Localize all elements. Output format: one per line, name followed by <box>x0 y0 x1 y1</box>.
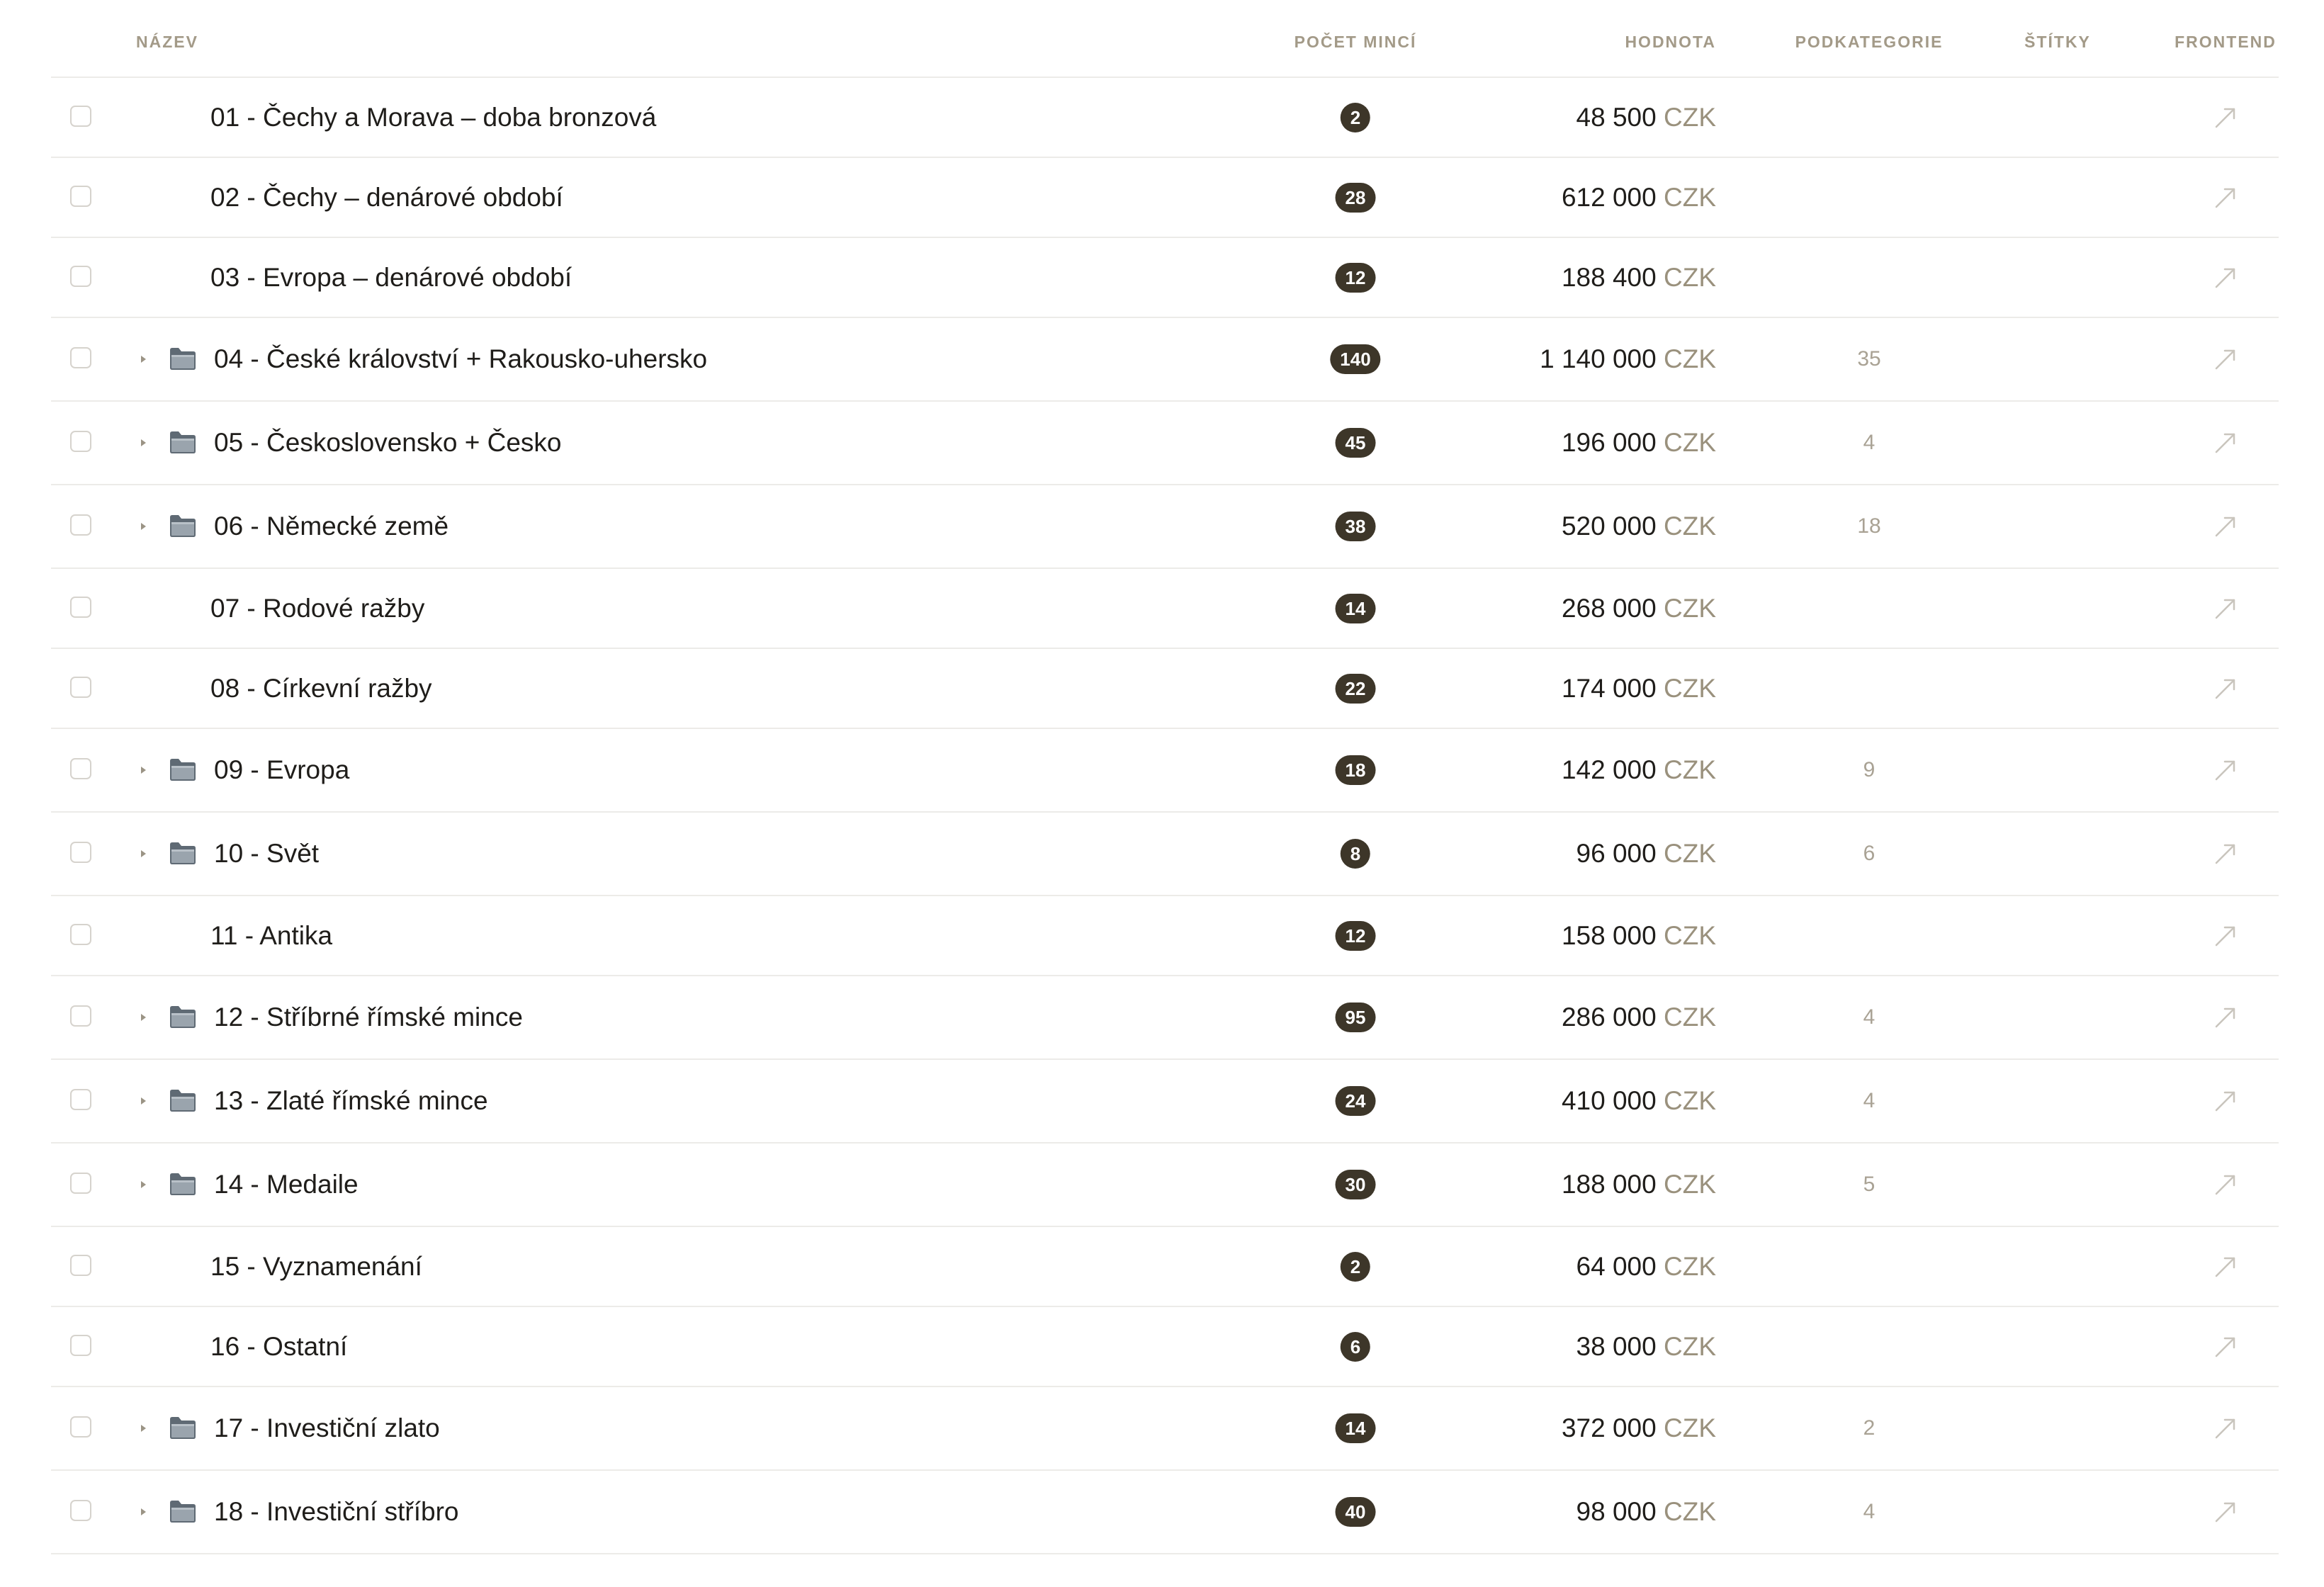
table-row[interactable] <box>51 896 2279 976</box>
expand-caret-icon[interactable] <box>136 847 150 861</box>
column-header-value[interactable]: HODNOTA <box>1625 33 1716 51</box>
category-value <box>1562 263 1716 293</box>
frontend-link-icon[interactable] <box>2212 1415 2239 1442</box>
value-amount: 98 000 <box>1576 1497 1657 1526</box>
value-currency: CZK <box>1664 102 1716 132</box>
row-select-checkbox[interactable] <box>70 431 91 452</box>
coin-count-badge: 95 <box>1336 1003 1376 1032</box>
category-name[interactable]: 05 - Československo + Česko <box>214 428 562 457</box>
value-amount: 410 000 <box>1561 1086 1657 1115</box>
category-name[interactable]: 18 - Investiční stříbro <box>214 1497 459 1526</box>
category-name[interactable]: 14 - Medaile <box>214 1170 359 1199</box>
value-currency: CZK <box>1664 920 1716 950</box>
category-value <box>1576 1252 1716 1282</box>
folder-icon <box>169 840 197 866</box>
row-select-checkbox[interactable] <box>70 186 91 207</box>
category-value <box>1562 1413 1716 1443</box>
table-row[interactable] <box>51 238 2279 318</box>
expand-caret-icon[interactable] <box>136 519 150 533</box>
value-currency: CZK <box>1664 1003 1716 1032</box>
expand-caret-icon[interactable] <box>136 763 150 777</box>
frontend-link-icon[interactable] <box>2212 1498 2239 1525</box>
coin-count-badge: 28 <box>1336 183 1376 213</box>
frontend-link-icon[interactable] <box>2212 840 2239 867</box>
frontend-link-icon[interactable] <box>2212 1088 2239 1114</box>
value-amount: 188 000 <box>1561 1170 1657 1199</box>
coin-count-badge: 2 <box>1341 1252 1370 1282</box>
category-name[interactable]: 15 - Vyznamenání <box>210 1251 422 1281</box>
table-row[interactable] <box>51 1227 2279 1307</box>
table-row[interactable] <box>51 729 2279 813</box>
category-name[interactable]: 10 - Svět <box>214 839 320 868</box>
row-select-checkbox[interactable] <box>70 842 91 863</box>
category-name[interactable]: 07 - Rodové ražby <box>210 593 425 623</box>
coin-count-badge: 22 <box>1336 674 1376 704</box>
category-value <box>1576 839 1716 869</box>
row-select-checkbox[interactable] <box>70 347 91 368</box>
category-name[interactable]: 02 - Čechy – denárové období <box>210 182 563 212</box>
value-amount: 1 140 000 <box>1540 344 1657 373</box>
category-value <box>1562 512 1716 541</box>
category-value <box>1562 1086 1716 1116</box>
subcategory-count: 35 <box>1857 347 1881 371</box>
frontend-link-icon[interactable] <box>2212 1253 2239 1280</box>
table-row[interactable] <box>51 976 2279 1060</box>
coin-count-badge: 14 <box>1336 1413 1376 1443</box>
category-value <box>1576 1332 1716 1362</box>
value-currency: CZK <box>1664 1497 1716 1526</box>
category-name[interactable]: 03 - Evropa – denárové období <box>210 262 572 292</box>
expand-caret-icon[interactable] <box>136 1505 150 1519</box>
coin-count-badge: 12 <box>1336 921 1376 951</box>
coin-count-badge: 38 <box>1336 512 1376 541</box>
category-value <box>1576 103 1716 132</box>
category-name[interactable]: 16 - Ostatní <box>210 1331 348 1361</box>
row-select-checkbox[interactable] <box>70 1255 91 1276</box>
category-name[interactable]: 13 - Zlaté římské mince <box>214 1086 488 1115</box>
category-name[interactable]: 08 - Církevní ražby <box>210 673 432 703</box>
frontend-link-icon[interactable] <box>2212 1171 2239 1198</box>
value-currency: CZK <box>1664 1413 1716 1442</box>
table-row[interactable] <box>51 1307 2279 1387</box>
row-select-checkbox[interactable] <box>70 1500 91 1521</box>
coin-count-badge: 2 <box>1341 103 1370 132</box>
value-amount: 612 000 <box>1561 182 1657 212</box>
category-value <box>1576 1497 1716 1527</box>
value-amount: 48 500 <box>1576 102 1657 132</box>
coin-count-badge: 40 <box>1336 1497 1376 1527</box>
row-select-checkbox[interactable] <box>70 266 91 287</box>
value-currency: CZK <box>1664 262 1716 292</box>
folder-icon <box>169 1088 197 1113</box>
value-amount: 188 400 <box>1561 262 1657 292</box>
category-name[interactable]: 04 - České království + Rakousko-uhersko <box>214 344 708 373</box>
table-body <box>51 78 2279 1554</box>
expand-caret-icon[interactable] <box>136 1094 150 1108</box>
table-row[interactable] <box>51 649 2279 729</box>
folder-icon <box>169 757 197 782</box>
table-row[interactable] <box>51 813 2279 896</box>
frontend-link-icon[interactable] <box>2212 429 2239 456</box>
category-value <box>1562 674 1716 704</box>
coin-count-badge: 18 <box>1336 755 1376 785</box>
frontend-link-icon[interactable] <box>2212 346 2239 373</box>
row-select-checkbox[interactable] <box>70 1089 91 1110</box>
coin-count-badge: 140 <box>1330 344 1380 374</box>
category-value <box>1562 1003 1716 1032</box>
category-table <box>51 0 2279 1554</box>
expand-caret-icon[interactable] <box>136 436 150 450</box>
category-name[interactable]: 06 - Německé země <box>214 512 449 541</box>
row-select-checkbox[interactable] <box>70 677 91 698</box>
column-header-tags[interactable]: ŠTÍTKY <box>2024 33 2091 51</box>
frontend-link-icon[interactable] <box>2212 595 2239 622</box>
value-currency: CZK <box>1664 1331 1716 1361</box>
value-currency: CZK <box>1664 182 1716 212</box>
category-value <box>1562 921 1716 951</box>
category-value <box>1562 755 1716 785</box>
row-select-checkbox[interactable] <box>70 1005 91 1027</box>
value-amount: 268 000 <box>1561 593 1657 623</box>
frontend-link-icon[interactable] <box>2212 184 2239 211</box>
subcategory-count: 6 <box>1863 842 1875 865</box>
subcategory-count: 4 <box>1863 431 1875 454</box>
frontend-link-icon[interactable] <box>2212 922 2239 949</box>
value-currency: CZK <box>1664 593 1716 623</box>
folder-icon <box>169 1171 197 1197</box>
coin-count-badge: 14 <box>1336 594 1376 623</box>
frontend-link-icon[interactable] <box>2212 675 2239 702</box>
row-select-checkbox[interactable] <box>70 106 91 127</box>
folder-icon <box>169 429 197 455</box>
row-select-checkbox[interactable] <box>70 1335 91 1356</box>
expand-caret-icon[interactable] <box>136 1421 150 1435</box>
subcategory-count: 5 <box>1863 1173 1875 1196</box>
coin-count-badge: 24 <box>1336 1086 1376 1116</box>
value-currency: CZK <box>1664 512 1716 541</box>
table-row[interactable] <box>51 485 2279 569</box>
folder-icon <box>169 346 197 371</box>
table-row[interactable] <box>51 1060 2279 1143</box>
column-header-count[interactable]: POČET MINCÍ <box>1294 33 1417 51</box>
category-name[interactable]: 17 - Investiční zlato <box>214 1413 440 1442</box>
category-value <box>1562 1170 1716 1199</box>
value-amount: 520 000 <box>1561 512 1657 541</box>
category-value <box>1562 594 1716 623</box>
value-amount: 38 000 <box>1576 1331 1657 1361</box>
frontend-link-icon[interactable] <box>2212 757 2239 784</box>
table-row[interactable] <box>51 1143 2279 1227</box>
table-header <box>51 0 2279 78</box>
table-row[interactable] <box>51 569 2279 649</box>
coin-count-badge: 8 <box>1341 839 1370 869</box>
column-header-frontend[interactable]: FRONTEND <box>2174 33 2277 51</box>
value-currency: CZK <box>1664 344 1716 373</box>
frontend-link-icon[interactable] <box>2212 104 2239 131</box>
frontend-link-icon[interactable] <box>2212 1333 2239 1360</box>
coin-count-badge: 12 <box>1336 263 1376 293</box>
subcategory-count: 4 <box>1863 1089 1875 1112</box>
category-name[interactable]: 11 - Antika <box>210 920 333 950</box>
expand-caret-icon[interactable] <box>136 1010 150 1024</box>
table-row[interactable] <box>51 318 2279 402</box>
value-amount: 372 000 <box>1561 1413 1657 1442</box>
value-amount: 142 000 <box>1561 755 1657 784</box>
table-row[interactable] <box>51 1471 2279 1554</box>
folder-icon <box>169 1415 197 1440</box>
table-row[interactable] <box>51 1387 2279 1471</box>
row-select-checkbox[interactable] <box>70 758 91 779</box>
value-currency: CZK <box>1664 839 1716 868</box>
subcategory-count: 9 <box>1863 758 1875 781</box>
folder-icon <box>169 1498 197 1524</box>
category-value <box>1562 428 1716 458</box>
row-select-checkbox[interactable] <box>70 924 91 945</box>
table-row[interactable] <box>51 402 2279 485</box>
row-select-checkbox[interactable] <box>70 1416 91 1438</box>
table-row[interactable] <box>51 78 2279 158</box>
value-currency: CZK <box>1664 1170 1716 1199</box>
value-currency: CZK <box>1664 755 1716 784</box>
category-name[interactable]: 12 - Stříbrné římské mince <box>214 1003 523 1032</box>
row-select-checkbox[interactable] <box>70 1173 91 1194</box>
value-currency: CZK <box>1664 1251 1716 1281</box>
coin-count-badge: 45 <box>1336 428 1376 458</box>
value-currency: CZK <box>1664 428 1716 457</box>
value-currency: CZK <box>1664 1086 1716 1115</box>
expand-caret-icon[interactable] <box>136 1177 150 1192</box>
folder-icon <box>169 513 197 538</box>
value-amount: 286 000 <box>1561 1003 1657 1032</box>
frontend-link-icon[interactable] <box>2212 513 2239 540</box>
value-currency: CZK <box>1664 673 1716 703</box>
value-amount: 196 000 <box>1561 428 1657 457</box>
row-select-checkbox[interactable] <box>70 597 91 618</box>
subcategory-count: 4 <box>1863 1500 1875 1523</box>
subcategory-count: 2 <box>1863 1416 1875 1440</box>
folder-icon <box>169 1004 197 1029</box>
category-value <box>1540 344 1716 374</box>
row-select-checkbox[interactable] <box>70 514 91 536</box>
column-header-subcategories[interactable]: PODKATEGORIE <box>1795 33 1944 51</box>
subcategory-count: 18 <box>1857 514 1881 538</box>
coin-count-badge: 30 <box>1336 1170 1376 1199</box>
category-value <box>1562 183 1716 213</box>
category-name[interactable]: 09 - Evropa <box>214 755 350 784</box>
subcategory-count: 4 <box>1863 1005 1875 1029</box>
value-amount: 174 000 <box>1561 673 1657 703</box>
value-amount: 96 000 <box>1576 839 1657 868</box>
category-name[interactable]: 01 - Čechy a Morava – doba bronzová <box>210 102 657 132</box>
column-header-name[interactable]: NÁZEV <box>136 33 198 51</box>
frontend-link-icon[interactable] <box>2212 1004 2239 1031</box>
value-amount: 64 000 <box>1576 1251 1657 1281</box>
value-amount: 158 000 <box>1561 920 1657 950</box>
frontend-link-icon[interactable] <box>2212 264 2239 291</box>
expand-caret-icon[interactable] <box>136 352 150 366</box>
coin-count-badge: 6 <box>1341 1332 1370 1362</box>
table-row[interactable] <box>51 158 2279 238</box>
